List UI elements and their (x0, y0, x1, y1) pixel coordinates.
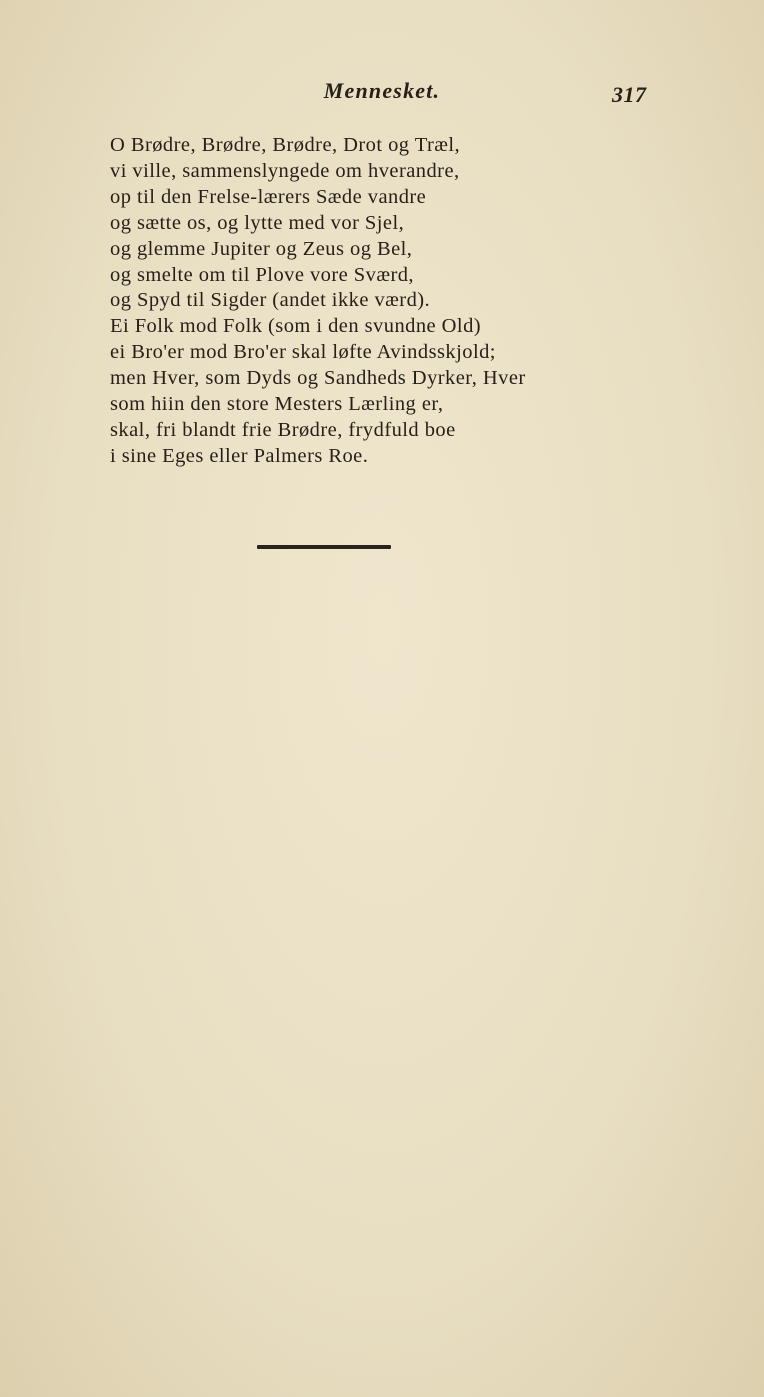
poem-line: og sætte os, og lytte med vor Sjel, (110, 211, 405, 234)
poem-line: ei Bro'er mod Bro'er skal løfte Avindsskjold; (110, 341, 496, 364)
poem-line: og glemme Jupiter og Zeus og Bel, (110, 237, 413, 260)
poem-line: Ei Folk mod Folk (som i den svundne Old) (110, 315, 482, 338)
poem-stanza (110, 133, 526, 470)
poem-line: vi ville, sammenslyngede om hverandre, (110, 159, 460, 182)
poem-line: i sine Eges eller Palmers Roe. (110, 444, 369, 467)
running-header-title: Mennesket. (323, 78, 441, 103)
poem-line: op til den Frelse-lærers Sæde vandre (110, 185, 427, 208)
poem-line: O Brødre, Brødre, Brødre, Drot og Træl, (110, 134, 461, 156)
page-number: 317 (612, 82, 647, 107)
poem-line: og Spyd til Sigder (andet ikke værd). (110, 289, 431, 312)
poem-line: men Hver, som Dyds og Sandheds Dyrker, Hver (110, 367, 526, 390)
poem-line: som hiin den store Mesters Lærling er, (110, 393, 444, 416)
section-end-rule (257, 545, 391, 549)
poem-line: og smelte om til Plove vore Sværd, (110, 263, 414, 286)
poem-line: skal, fri blandt frie Brødre, frydfuld boe (110, 418, 456, 441)
